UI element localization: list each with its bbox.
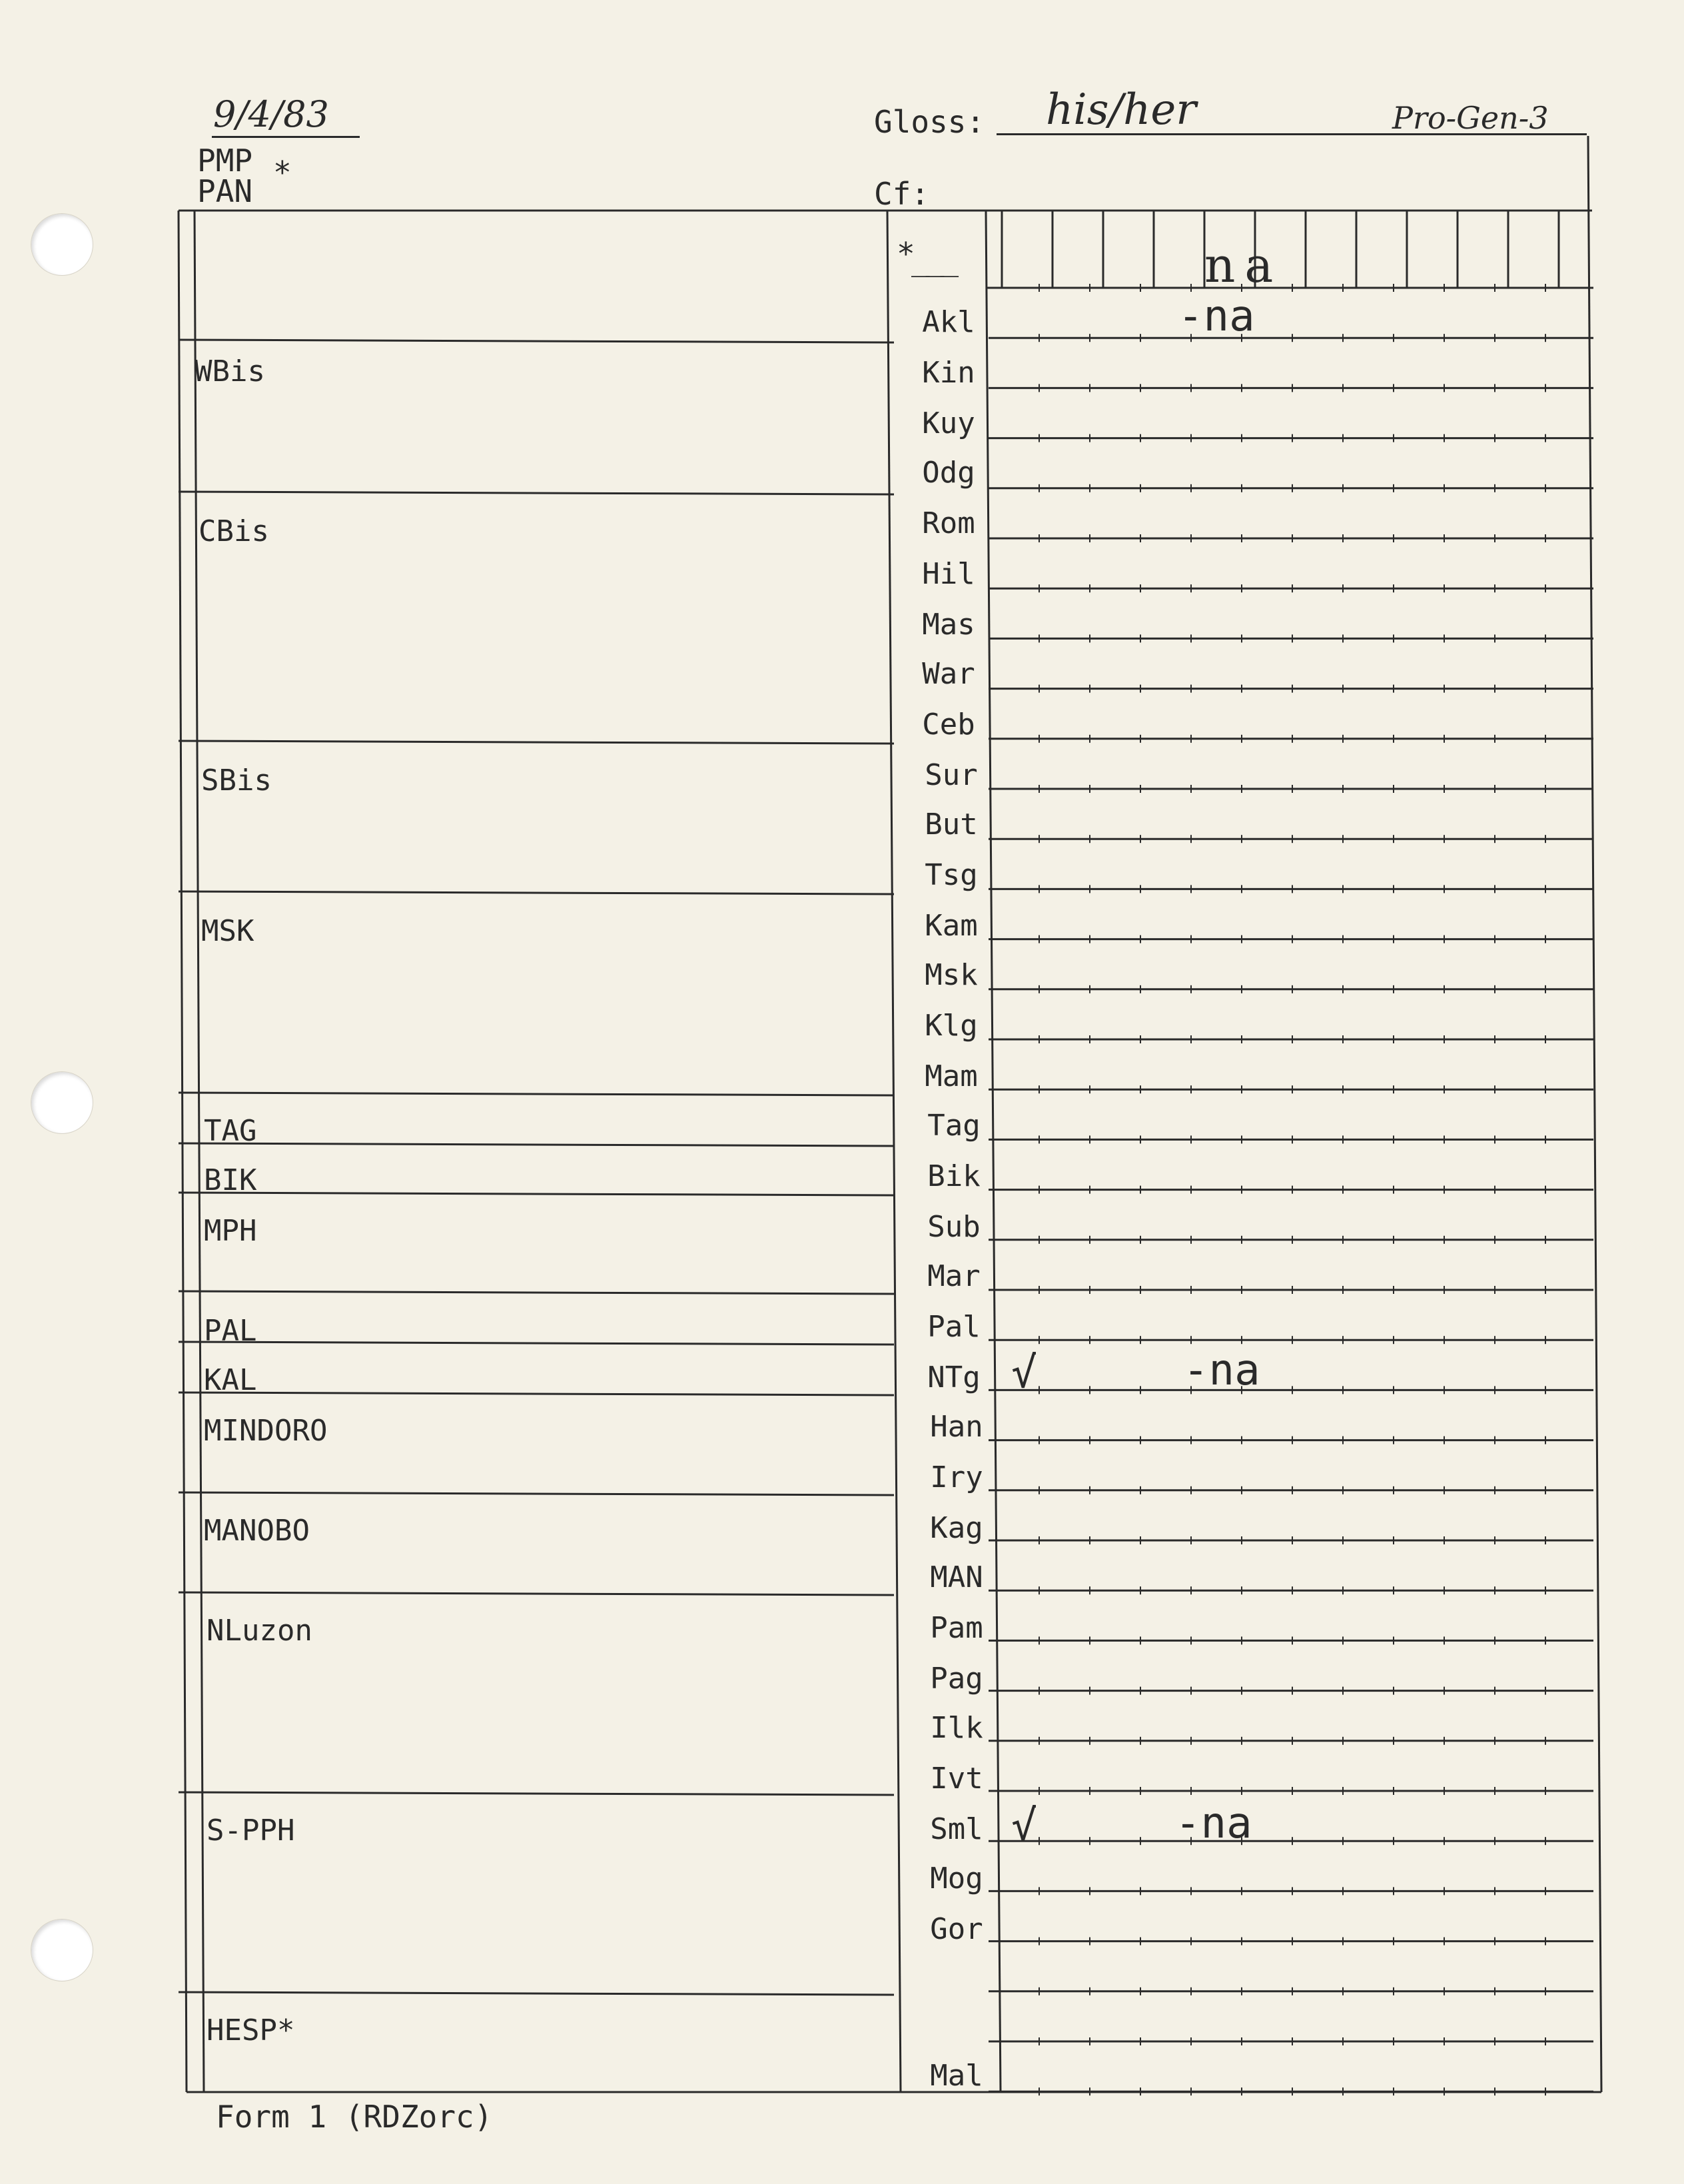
star-blank: ___ bbox=[911, 241, 955, 277]
lang-code-sub: Sub bbox=[927, 1210, 981, 1244]
lang-code-ceb: Ceb bbox=[922, 708, 975, 742]
group-label-nluzon: NLuzon bbox=[207, 1614, 312, 1648]
lang-code-man: MAN bbox=[930, 1560, 983, 1594]
group-label-hesp: HESP* bbox=[207, 2013, 295, 2047]
entry-ntg-check: √ bbox=[1011, 1349, 1037, 1398]
form-label: Form 1 (RDZorc) bbox=[216, 2099, 493, 2135]
entry-sml-form: -na bbox=[1175, 1799, 1252, 1848]
lang-code-mar: Mar bbox=[927, 1259, 981, 1293]
date: 9/4/83 bbox=[213, 93, 329, 135]
lang-code-ntg: NTg bbox=[927, 1361, 981, 1394]
star-marker: * bbox=[897, 236, 915, 272]
lang-code-war: War bbox=[922, 657, 975, 691]
group-label-manobo: MANOBO bbox=[204, 1514, 310, 1548]
lang-code-pal: Pal bbox=[927, 1310, 981, 1344]
pan-label: PAN bbox=[197, 173, 253, 209]
entry-akl-form: -na bbox=[1178, 292, 1255, 341]
lang-code-kag: Kag bbox=[930, 1511, 983, 1545]
lang-code-sml: Sml bbox=[930, 1812, 983, 1846]
group-label-s-pph: S-PPH bbox=[207, 1814, 295, 1848]
lang-code-tsg: Tsg bbox=[925, 858, 978, 892]
lang-code-odg: Odg bbox=[922, 456, 975, 490]
lang-code-rom: Rom bbox=[922, 506, 975, 540]
lang-code-klg: Klg bbox=[925, 1009, 978, 1043]
group-label-wbis: WBis bbox=[195, 354, 265, 388]
pmp-label: PMP bbox=[197, 143, 253, 179]
pmp-star: * bbox=[273, 155, 292, 191]
group-label-cbis: CBis bbox=[199, 514, 269, 548]
group-label-mindoro: MINDORO bbox=[204, 1414, 328, 1448]
group-label-tag: TAG bbox=[204, 1114, 257, 1148]
lang-code-but: But bbox=[925, 808, 978, 841]
lang-code-akl: Akl bbox=[922, 305, 975, 339]
lang-code-pam: Pam bbox=[930, 1611, 983, 1645]
lang-code-gor: Gor bbox=[930, 1912, 983, 1946]
gloss-label: Gloss: bbox=[874, 104, 985, 140]
lang-code-mal: Mal bbox=[930, 2059, 983, 2093]
lang-code-pag: Pag bbox=[930, 1662, 983, 1696]
lang-code-kin: Kin bbox=[922, 356, 975, 390]
lang-code-kam: Kam bbox=[925, 909, 978, 943]
lang-code-bik: Bik bbox=[927, 1159, 981, 1193]
entry-ntg-form: -na bbox=[1183, 1346, 1260, 1395]
group-label-msk: MSK bbox=[201, 914, 254, 948]
group-label-pal: PAL bbox=[204, 1314, 257, 1348]
lang-code-ivt: Ivt bbox=[930, 1762, 983, 1796]
group-label-kal: KAL bbox=[204, 1363, 257, 1397]
entry-sml-check: √ bbox=[1011, 1802, 1037, 1851]
reference-id: Pro-Gen-3 bbox=[1392, 100, 1549, 136]
lang-code-hil: Hil bbox=[922, 557, 975, 591]
lang-code-mas: Mas bbox=[922, 608, 975, 642]
lang-code-sur: Sur bbox=[925, 758, 978, 792]
gloss-value: his/her bbox=[1046, 85, 1196, 135]
lang-code-tag: Tag bbox=[927, 1109, 981, 1143]
lang-code-mog: Mog bbox=[930, 1862, 983, 1896]
lang-code-mam: Mam bbox=[925, 1059, 978, 1093]
lang-code-kuy: Kuy bbox=[922, 406, 975, 440]
group-label-mph: MPH bbox=[204, 1214, 257, 1248]
lang-code-msk: Msk bbox=[925, 958, 978, 992]
date-underline bbox=[212, 136, 360, 138]
group-label-sbis: SBis bbox=[201, 764, 272, 798]
group-label-bik: BIK bbox=[204, 1163, 257, 1197]
lang-code-iry: Iry bbox=[930, 1460, 983, 1494]
cf-label: Cf: bbox=[874, 176, 930, 212]
lang-code-han: Han bbox=[930, 1410, 983, 1444]
reconstruction-form: na bbox=[1204, 237, 1283, 293]
lang-code-ilk: Ilk bbox=[930, 1711, 983, 1745]
